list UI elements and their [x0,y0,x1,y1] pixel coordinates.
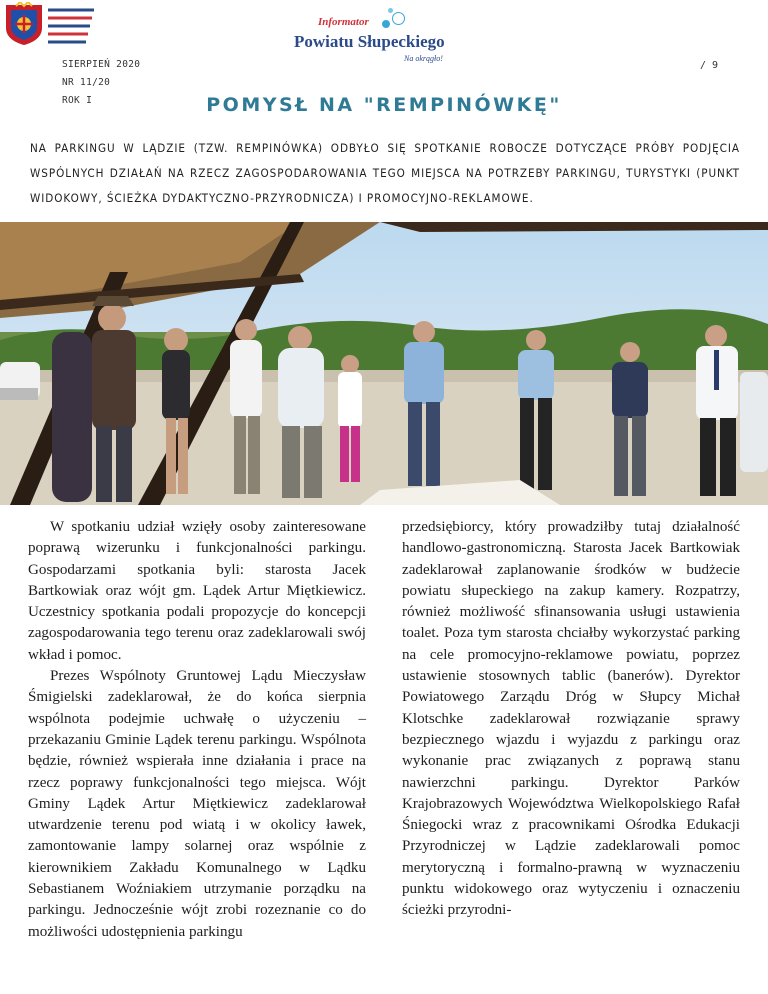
article-paragraph: Prezes Wspólnoty Gruntowej Lądu Mieczysław Śmigielski zadeklarował, że do końca sierpnia wspólnota podejmie uchwałę o użyczeniu – przekazaniu Gminie Lądek terenu parkingu. Wspólnota będzie, również wspierała inne działania i prace na rzecz poprawy funkcjonalności tego miejsca. Wójt Gminy Lądek Artur Miętkiewicz zadeklarował utwardzenie terenu pod wiatą i w okolicy ławek, zamontowanie lampy solarnej oraz wspólnie z kierownikiem Zakładu Komunalnego w Lądku Sebastianem Woźniakiem utrzymanie porządku na parkingu. Jednocześnie wójt zrobi rozeznanie co do możliwości udostępnienia parkingu [28,668,366,940]
bubble-icon [392,12,405,25]
page-header [0,0,768,222]
flag-stripes-icon [46,6,96,46]
article-paragraph: W spotkaniu udział wzięły osoby zainteresowane poprawą wizerunku i funkcjonalności parkingu. Gospodarzami spotkania byli: starosta Jacek Bartkowiak oraz wójt gm. Lądek Artur Miętkiewicz. Uczestnicy spotkania podali propozycje do koncepcji zagospodarowania tego terenu oraz zadeklarowali swój wkład i pomoc. [28,519,366,663]
bubble-icon [382,20,390,28]
article-photo [0,222,768,505]
bubble-icon [388,8,393,13]
article-column-right [402,517,740,922]
article-title: POMYSŁ NA "REMPINÓWKĘ" [206,94,562,116]
page-number: / 9 [700,60,719,71]
issue-year: ROK I [62,95,93,106]
coat-of-arms-icon [2,2,46,46]
brand-tagline: Na okrągło! [404,54,443,63]
article-column-left [28,517,366,943]
brand-name: Powiatu Słupeckiego [294,32,445,51]
issue-date: SIERPIEŃ 2020 [62,59,141,70]
brand-logo [290,6,480,68]
article-paragraph: przedsiębiorcy, który prowadziłby tutaj działalność handlowo-gastronomiczną. Starosta Jacek Bartkowiak zadeklarował zaplanowanie środków w budżecie powiatu słupeckiego na zakup kamery. Rozpatrzy, również możliwość sfinansowania usługi ustawienia toalet. Poza tym starosta chciałby wykorzystać parking na cele promocyjno-reklamowe powiatu, poprzez ustawienie stosownych tablic (banerów). Dyrektor Powiatowego Zarządu Dróg w Słupcy Michał Klotschke zadeklarował rozwiązanie sprawy bezpiecznego wjazdu i wyjazdu z parkingu oraz wykonanie prac związanych z poprawą stanu nawierzchni parkingu. Dyrektor Parków Krajobrazowych Województwa Wielkopolskiego Rafał Śniegocki wraz z pracownikami Ośrodka Edukacji Przyrodniczej w Lądzie zadeklarowali pomoc merytoryczną i formalno-prawną w wyznaczeniu punktu widokowego oraz wytyczeniu i oznaczeniu ścieżki przyrodni- [402,519,740,919]
issue-number: NR 11/20 [62,77,111,88]
brand-small-text: Informator [318,16,369,28]
meeting-photo-icon [0,222,768,505]
article-lead: NA PARKINGU W LĄDZIE (TZW. REMPINÓWKA) ODBYŁO SIĘ SPOTKANIE ROBOCZE DOTYCZĄCE PRÓBY PODJĘCIA WSPÓLNYCH DZIAŁAŃ NA RZECZ ZAGOSPODAROWANIA TEGO MIEJSCA NA POTRZEBY PARKINGU, TURYSTYKI (PUNKT WIDOKOWY, ŚCIEŻKA DYDAKTYCZNO-PRZYRODNICZA) I PROMOCYJNO-REKLAMOWE. [30,141,740,205]
